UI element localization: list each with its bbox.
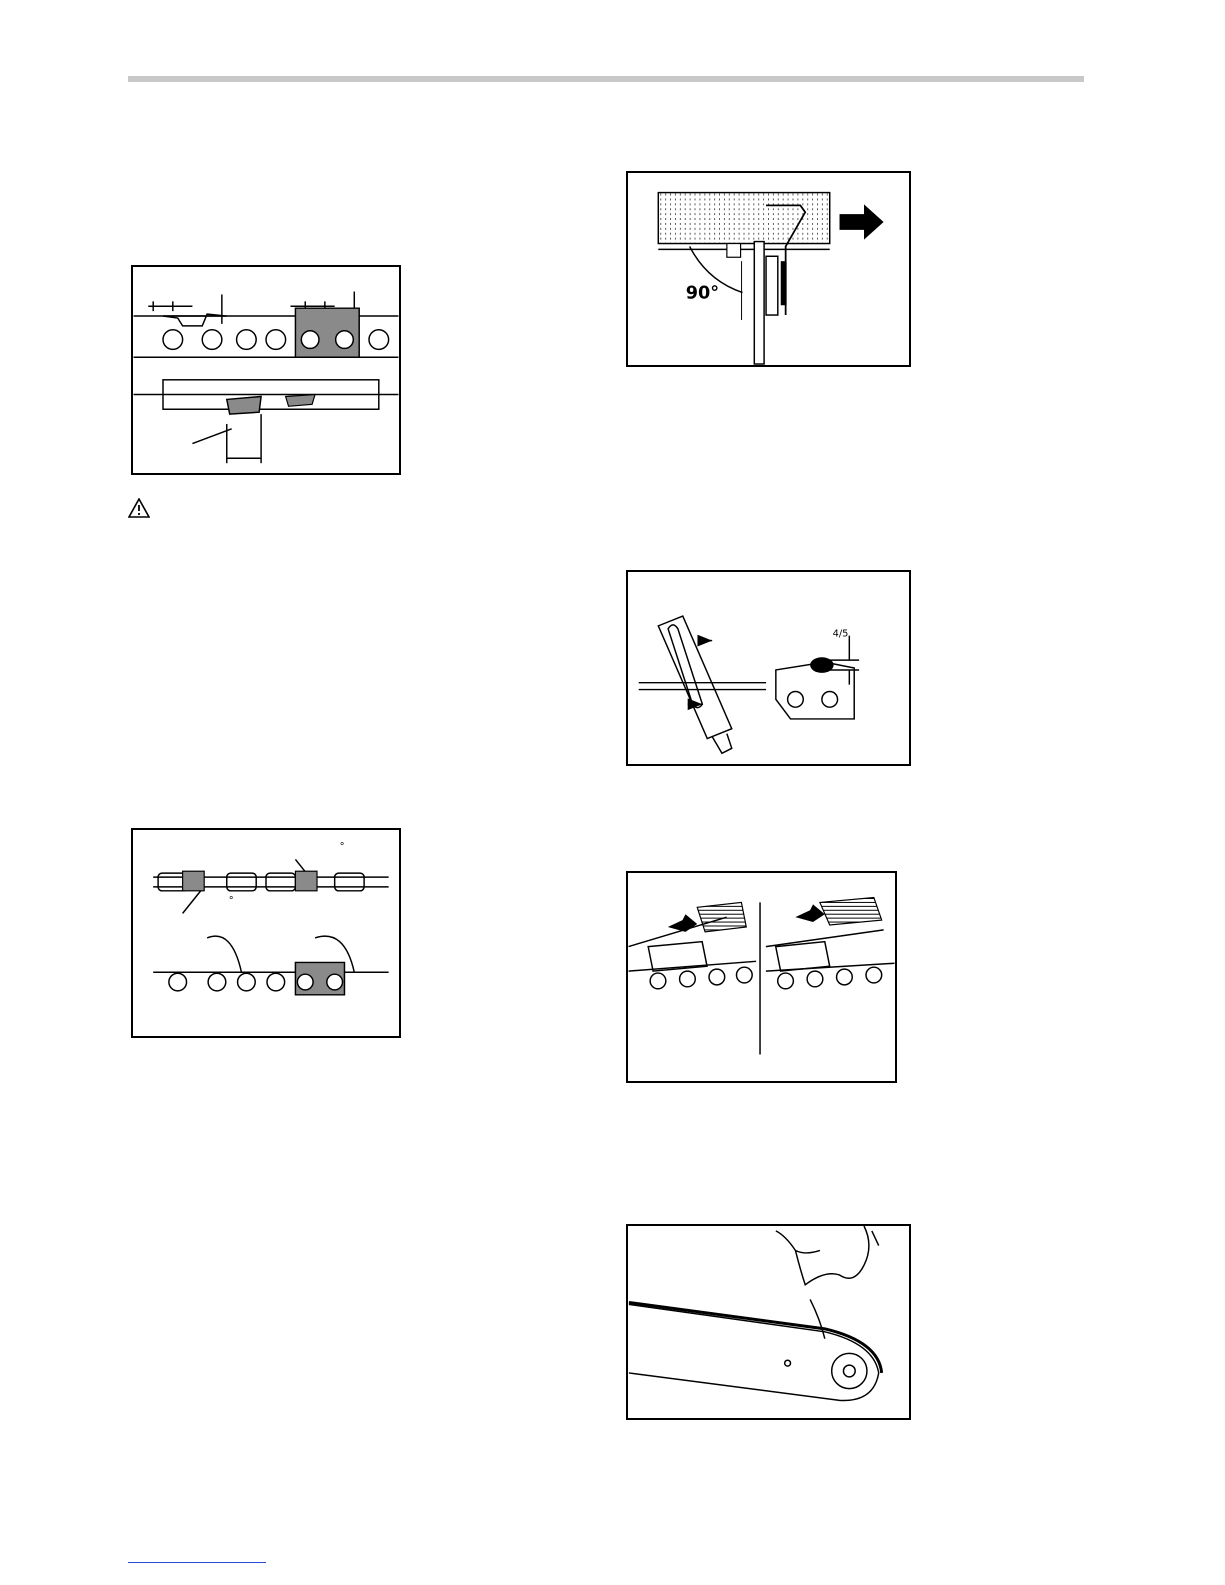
angle-90-label: 90°	[685, 283, 720, 304]
chain-top-angle-icon	[133, 830, 399, 1036]
chain-top-angle-figure	[131, 828, 401, 1038]
file-holder-angle-icon	[628, 173, 909, 365]
depth-gauge-file-figure	[626, 871, 897, 1083]
chain-gauge-figure	[131, 265, 401, 475]
filing-guide-icon	[628, 572, 909, 764]
guide-bar-check-figure	[626, 1224, 911, 1420]
depth-4-5-label: 4/5	[832, 628, 849, 640]
file-holder-angle-figure	[626, 171, 911, 367]
chain-gauge-icon	[133, 267, 399, 473]
filing-guide-figure	[626, 570, 911, 766]
header-rule	[128, 76, 1084, 82]
guide-bar-check-icon	[628, 1226, 909, 1418]
depth-gauge-file-icon	[628, 873, 895, 1081]
degree-mark-top: °	[339, 841, 345, 853]
warning-triangle-icon	[128, 498, 150, 518]
degree-mark-bottom: °	[228, 895, 234, 907]
footer-link-rule	[128, 1562, 266, 1563]
